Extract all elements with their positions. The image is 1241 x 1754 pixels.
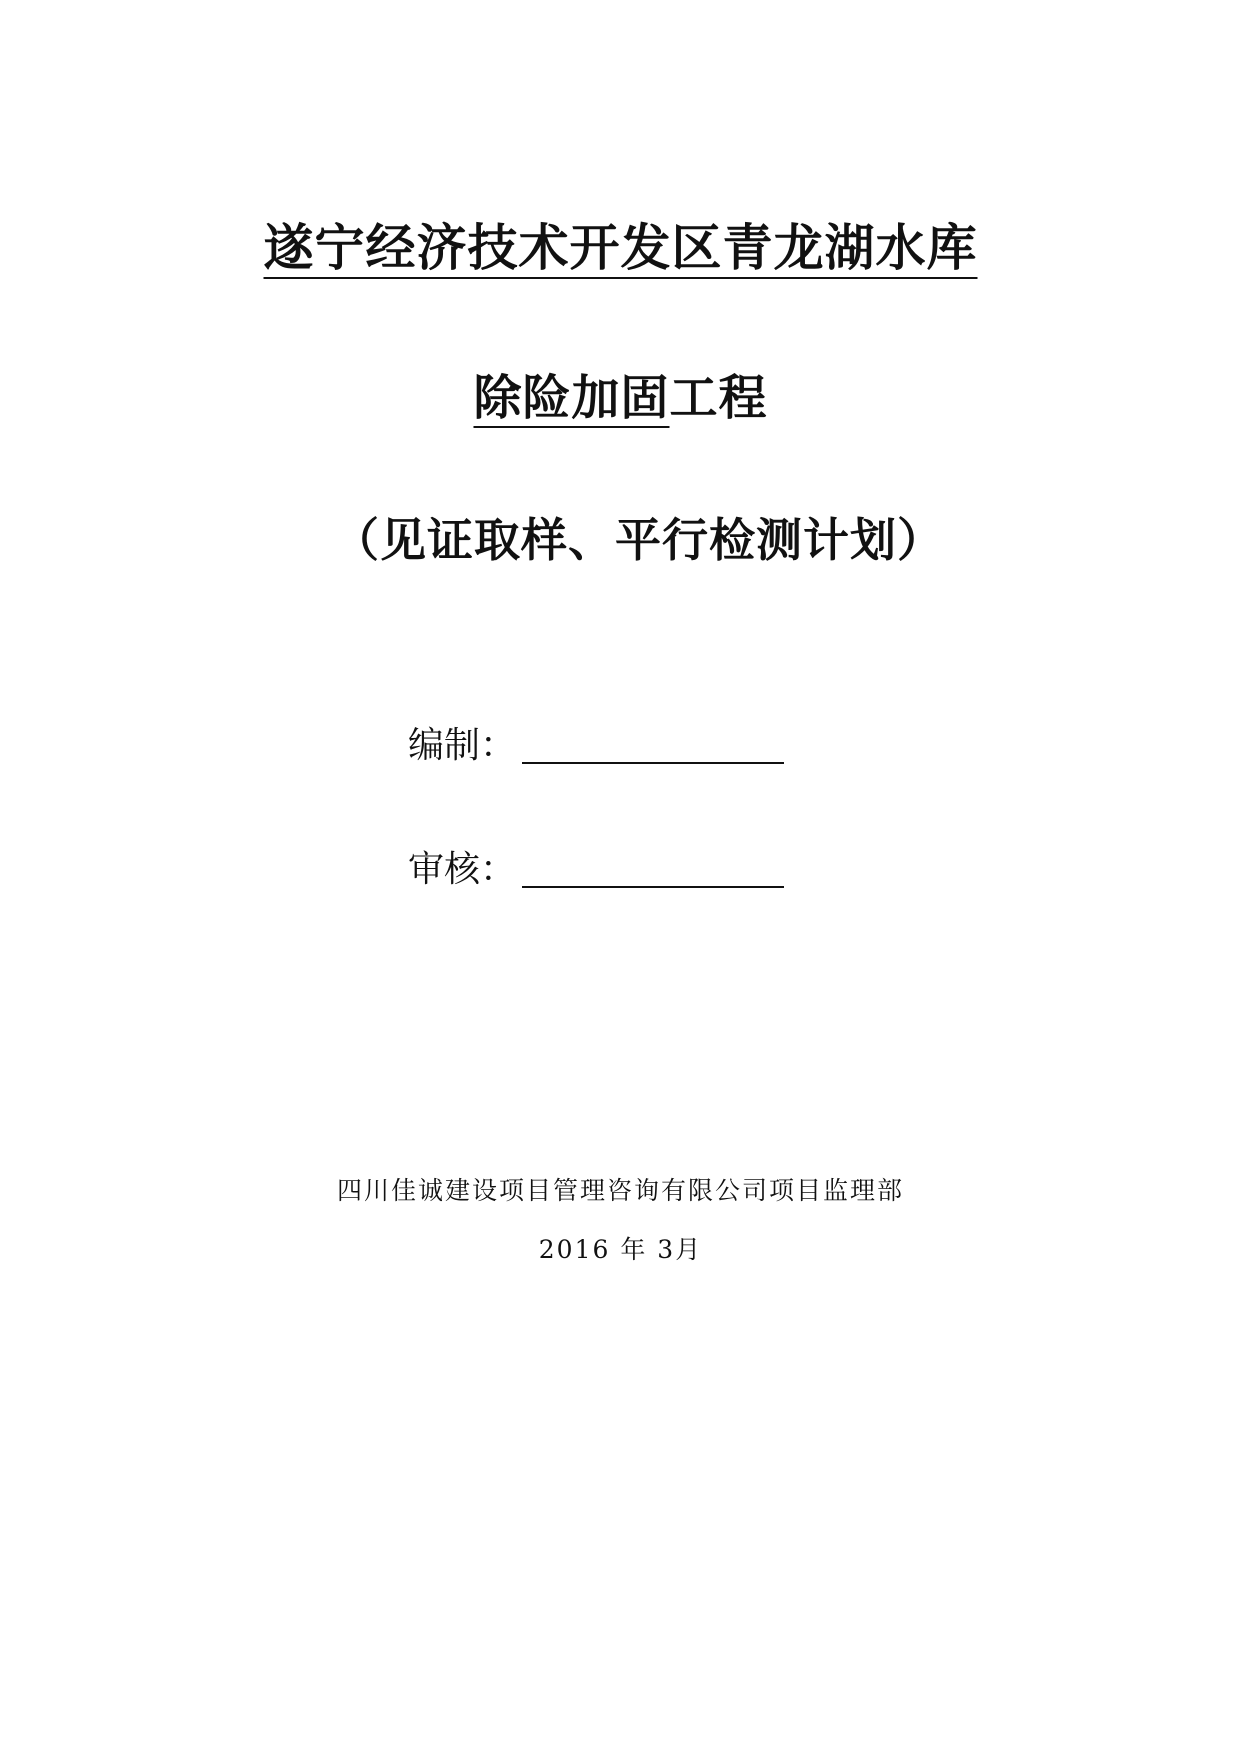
reinforcement-title-underlined: 除险加固 — [473, 370, 670, 426]
compiled-by-row — [408, 716, 828, 772]
document-title-line-2 — [0, 366, 1241, 430]
organization-name: 四川佳诚建设项目管理咨询有限公司项目监理部 — [336, 1176, 904, 1205]
engineering-title-text: 工程 — [669, 370, 768, 426]
document-title-line-1 — [0, 216, 1241, 280]
reservoir-name-title: 遂宁经济技术开发区青龙湖水库 — [263, 218, 978, 277]
document-date: 2016 年 3月 — [538, 1235, 703, 1264]
reviewed-by-label: 审核： — [408, 849, 517, 890]
reviewed-by-signature-line — [522, 886, 784, 888]
compiled-by-label: 编制： — [408, 725, 517, 766]
inspection-plan-title: （见证取样、平行检测计划） — [333, 513, 944, 567]
reviewed-by-row — [408, 840, 828, 896]
compiled-by-signature-line — [522, 762, 784, 764]
